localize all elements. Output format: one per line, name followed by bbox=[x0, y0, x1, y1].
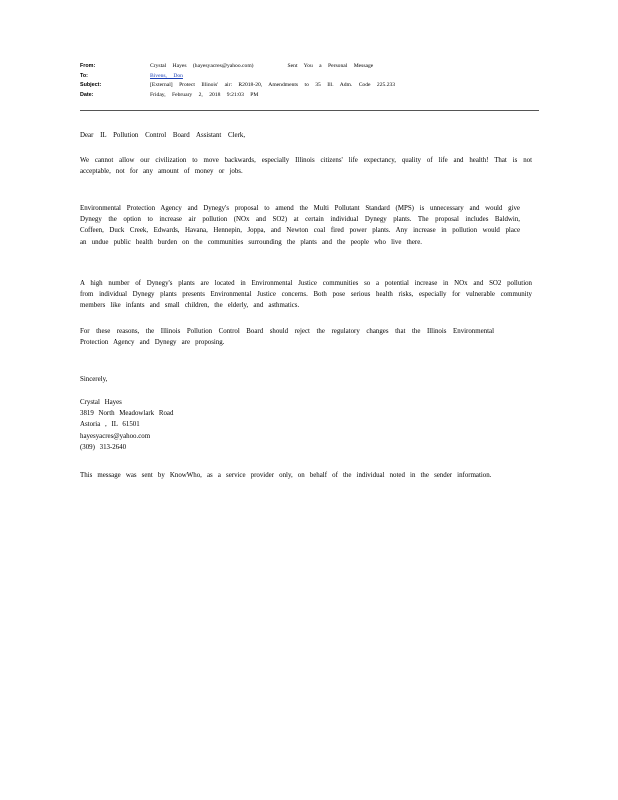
to-row bbox=[80, 72, 540, 82]
paragraph-1: We cannot allow our civilization to move backwards, especially Illinois citizens' life expectancy, quality of life and health! That is not acceptable, not for any amount of money or jobs. bbox=[80, 157, 532, 176]
date-value: Friday, February 2, 2018 9:21:03 PM bbox=[150, 91, 259, 98]
salutation: Dear IL Pollution Control Board Assistant Clerk, bbox=[80, 132, 246, 139]
closing: Sincerely, bbox=[80, 376, 108, 383]
subject-label: Subject: bbox=[80, 82, 102, 88]
sent-note: Sent You a Personal Message bbox=[287, 63, 374, 69]
from-row bbox=[80, 62, 540, 72]
signature-name: Crystal Hayes bbox=[80, 399, 122, 406]
signature-phone: (309) 313-2640 bbox=[80, 443, 127, 451]
subject-row bbox=[80, 81, 540, 91]
paragraph-3: A high number of Dynegy's plants are located in Environmental Justice communities so a potential increase in NOx and SO2 pollution from individual Dynegy plants presents Environmental Justice concerns. Both pose serious health risks, especially for vulnerable community members like infants and small children, the elderly, and asthmatics. bbox=[80, 280, 532, 310]
paragraph-2: Environmental Protection Agency and Dynegy's proposal to amend the Multi Pollutant Standard (MPS) is unnecessary and would give Dynegy the option to increase air pollution (NOx and SO2) at certain individual Dynegy plants. The proposal includes Baldwin, Coffeen, Duck Creek, Edwards, Havana, Hennepin, Joppa, and Newton coal fired power plants. Any increase in pollution would place an undue public health burden on the communities surrounding the plants and the people who live there. bbox=[80, 205, 520, 246]
signature-city: Astoria , IL 61501 bbox=[80, 421, 140, 429]
header-divider bbox=[80, 110, 539, 111]
date-row bbox=[80, 91, 540, 101]
subject-value: [External] Protect Illinois' air: R2018-20, Amendments to 35 Ill. Adm. Code 225.233 bbox=[150, 82, 396, 88]
email-header bbox=[80, 62, 540, 100]
date-label: Date: bbox=[80, 91, 94, 98]
from-value: Crystal Hayes (hayesyacres@yahoo.com) bbox=[150, 63, 254, 69]
to-recipient-link[interactable]: Bivens, Don bbox=[150, 72, 183, 79]
signature-street: 3819 North Meadowlark Road bbox=[80, 410, 174, 418]
from-label: From: bbox=[80, 63, 96, 69]
paragraph-4: For these reasons, the Illinois Pollution Control Board should reject the regulatory changes that the Illinois Environmental Protection Agency and Dynegy are proposing. bbox=[80, 328, 494, 347]
signature-block bbox=[80, 397, 173, 453]
to-label: To: bbox=[80, 72, 88, 79]
footer-note: This message was sent by KnowWho, as a service provider only, on behalf of the individual noted in the sender information. bbox=[80, 472, 492, 479]
signature-email: hayesyacres@yahoo.com bbox=[80, 432, 151, 440]
